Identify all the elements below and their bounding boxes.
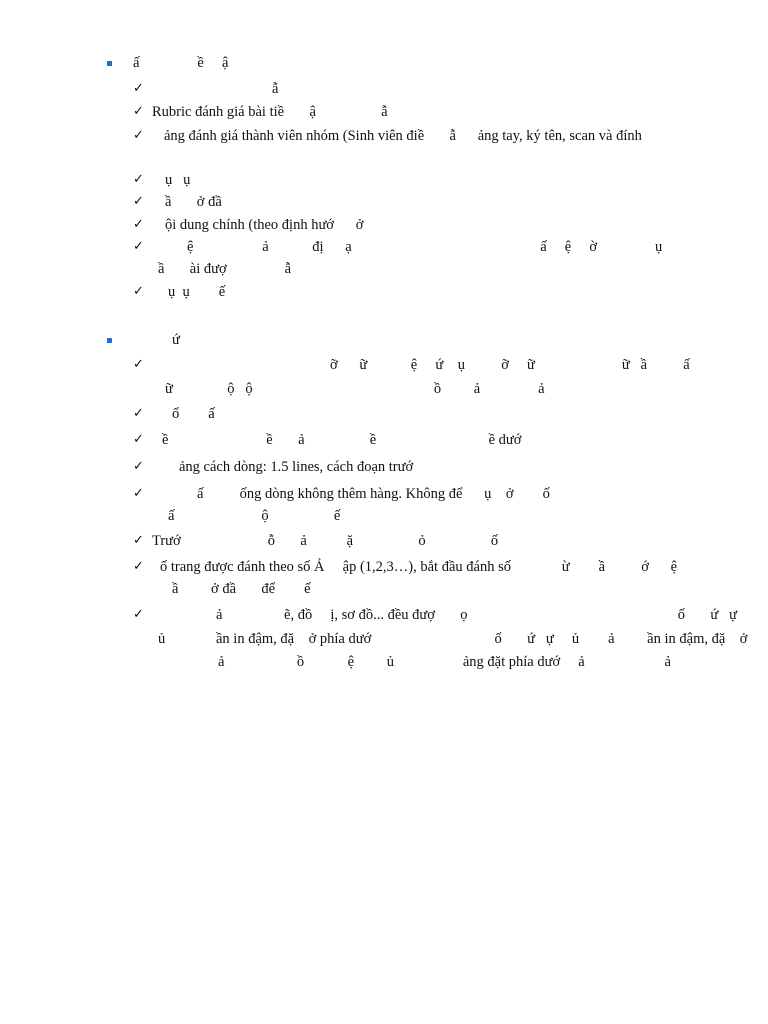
- list-item-continuation: ả ồ ệ ủ ảng đặt phía dướ ả ả: [218, 654, 671, 670]
- check-icon: ✓: [133, 486, 144, 501]
- check-icon: ✓: [133, 284, 144, 299]
- section1-bullet-icon: [107, 61, 112, 66]
- check-icon: ✓: [133, 432, 144, 447]
- check-icon: ✓: [133, 194, 144, 209]
- list-item: ụ ụ ế: [168, 284, 226, 300]
- check-icon: ✓: [133, 239, 144, 254]
- list-item: ụ ụ: [165, 172, 191, 188]
- list-item-continuation: ấ ộ ế: [168, 508, 341, 524]
- list-item: ầ ở đầ: [165, 194, 222, 210]
- check-icon: ✓: [133, 559, 144, 574]
- list-item-continuation: ủ ần in đậm, đặ ở phía dướ ố ứ ự ủ ả ần in đậm, đặ ở: [158, 631, 748, 647]
- list-item: Rubric đánh giá bài tiề ậ ẫ: [152, 104, 388, 120]
- section2-heading: ứ: [172, 332, 180, 348]
- list-item-continuation: ầ ài đượ ẫ: [158, 261, 292, 277]
- check-icon: ✓: [133, 406, 144, 421]
- list-item: ả ẽ, đồ ị, sơ đồ... đều đượ ọ ố ứ ự: [216, 607, 738, 623]
- list-item: ố trang được đánh theo số Ả ập (1,2,3…), bắt đầu đánh số ừ ầ ớ ệ: [160, 559, 678, 575]
- list-item: ẫ: [272, 81, 279, 97]
- list-item: ổ ấ: [172, 406, 215, 422]
- list-item: ấ ống dòng không thêm hàng. Không để ụ ở ố: [197, 486, 550, 502]
- check-icon: ✓: [133, 81, 144, 96]
- check-icon: ✓: [133, 217, 144, 232]
- check-icon: ✓: [133, 459, 144, 474]
- list-item-continuation: ầ ở đầ để ế: [172, 581, 311, 597]
- list-item: ảng cách dòng: 1.5 lines, cách đoạn trướ: [179, 459, 414, 475]
- check-icon: ✓: [133, 357, 144, 372]
- list-item-continuation: ữ ộ ộ ồ ả ả: [165, 381, 545, 397]
- section1-heading: ấ ề ậ: [133, 55, 229, 71]
- list-item: Trướ ỗ ả ặ ỏ ố: [152, 533, 499, 549]
- check-icon: ✓: [133, 533, 144, 548]
- check-icon: ✓: [133, 128, 144, 143]
- check-icon: ✓: [133, 607, 144, 622]
- check-icon: ✓: [133, 172, 144, 187]
- list-item: ề ề ả ề ề dướ: [162, 432, 522, 448]
- check-icon: ✓: [133, 104, 144, 119]
- list-item: ội dung chính (theo định hướ ở: [165, 217, 364, 233]
- list-item: ệ ả đị ạ ấ ệ ờ ụ: [187, 239, 663, 255]
- section2-bullet-icon: [107, 338, 112, 343]
- list-item: ảng đánh giá thành viên nhóm (Sinh viên điề ẫ ảng tay, ký tên, scan và đính: [164, 128, 642, 144]
- list-item: ỡ ữ ệ ứ ụ ỡ ữ ữ ầ ấ: [330, 357, 690, 373]
